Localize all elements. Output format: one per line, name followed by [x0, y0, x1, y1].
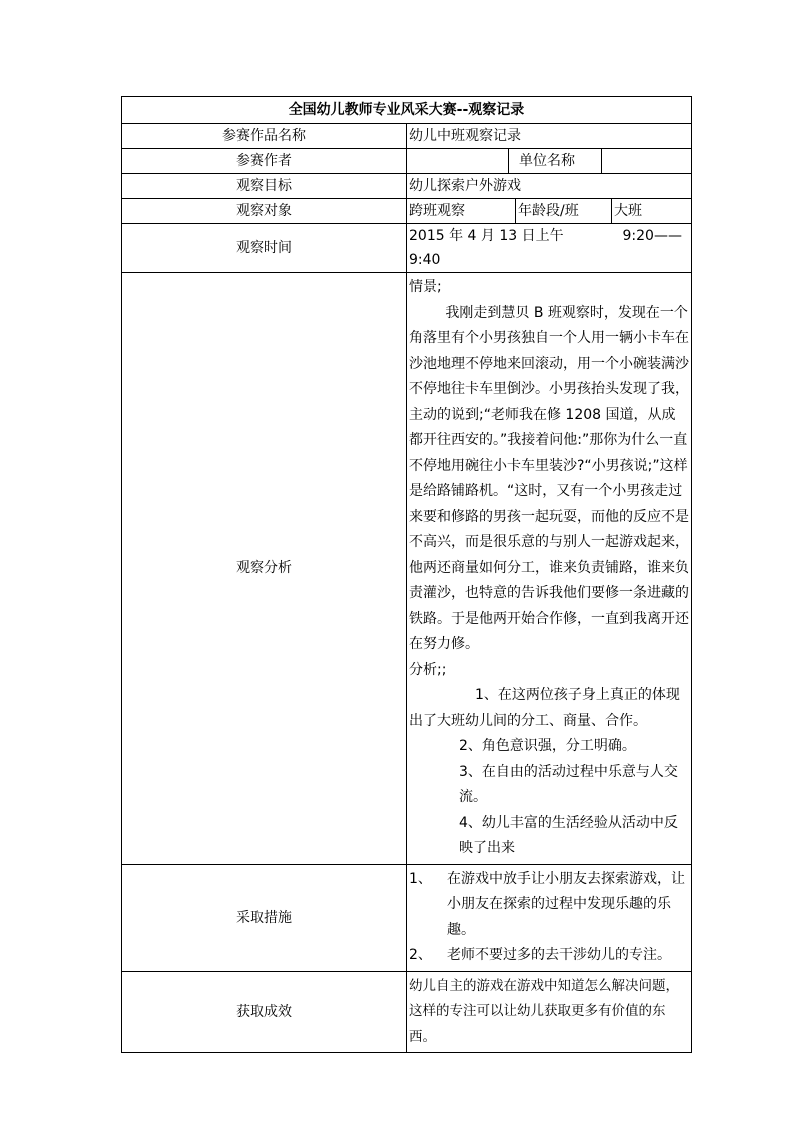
subject-row-cells — [407, 199, 691, 223]
author-label: 参赛作者 — [122, 149, 407, 174]
author-value — [407, 149, 509, 173]
measure-item-1 — [409, 867, 689, 944]
goal-label: 观察目标 — [122, 174, 407, 199]
work-name-label: 参赛作品名称 — [122, 124, 407, 149]
measure-item-2 — [409, 943, 689, 969]
analysis-content — [407, 273, 692, 865]
page-title: 全国幼儿教师专业风采大赛--观察记录 — [122, 97, 692, 124]
time-date: 2015 年 4 月 13 日上午 — [409, 228, 564, 244]
result-value: 幼儿自主的游戏在游戏中知道怎么解决问题，这样的专注可以让幼儿获取更多有价值的东西。 — [407, 971, 692, 1053]
subject-label: 观察对象 — [122, 199, 407, 224]
unit-label: 单位名称 — [509, 149, 602, 173]
age-label: 年龄段/班 — [516, 199, 612, 223]
analysis-point-1: 1、在这两位孩子身上真正的体现出了大班幼儿间的分工、商量、合作。 — [409, 687, 680, 729]
observation-record-sheet — [121, 96, 692, 1053]
measure-text-1: 在游戏中放手让小朋友去探索游戏，让小朋友在探索的过程中发现乐趣的乐趣。 — [447, 870, 685, 938]
analysis-label: 观察分析 — [122, 273, 407, 865]
measures-content — [407, 864, 692, 971]
time-range: 9:20——9:40 — [409, 228, 682, 268]
work-name-value: 幼儿中班观察记录 — [407, 124, 692, 149]
result-label: 获取成效 — [122, 971, 407, 1053]
scene-text: 我刚走到慧贝 B 班观察时，发现在一个角落里有个小男孩独自一个人用一辆小卡车在沙池地理不停地来回滚动，用一个小碗装满沙不停地往卡车里倒沙。小男孩抬头发现了我，主动的说到;“老师我在修 1208 国道，从成都开往西安的。”我接着问他:”那你为什么一直不停地用碗往小卡车里装沙?“小男孩说;”这样是给路铺路机。“这时，又有一个小男孩走过来要和修路的男孩一起玩耍，而他的反应不是不高兴，而是很乐意的与别人一起游戏起来，他两还商量如何分工，谁来负责铺路，谁来负责灌沙，也特意的告诉我他们要修一条进藏的铁路。于是他两开始合作修，一直到我离开还在努力修。 — [409, 304, 689, 652]
measure-number-1: 1、 — [409, 870, 432, 887]
time-label: 观察时间 — [122, 224, 407, 273]
scene-heading: 情景; — [409, 279, 442, 295]
subject-value: 跨班观察 — [407, 199, 516, 223]
measures-label: 采取措施 — [122, 864, 407, 971]
analysis-point-3: 3、在自由的活动过程中乐意与人交流。 — [459, 763, 678, 805]
goal-value: 幼儿探索户外游戏 — [407, 174, 692, 199]
age-value: 大班 — [614, 203, 642, 219]
time-value — [407, 224, 692, 273]
measure-number-2: 2、 — [409, 947, 432, 963]
observation-table — [121, 96, 692, 1053]
analysis-point-2: 2、角色意识强，分工明确。 — [459, 738, 636, 754]
unit-value — [602, 149, 691, 173]
author-row-cells — [407, 149, 691, 173]
analysis-point-4: 4、幼儿丰富的生活经验从活动中反映了出来 — [459, 814, 678, 856]
analysis-heading: 分析;; — [409, 661, 447, 678]
measure-text-2: 老师不要过多的去干涉幼儿的专注。 — [447, 947, 671, 963]
